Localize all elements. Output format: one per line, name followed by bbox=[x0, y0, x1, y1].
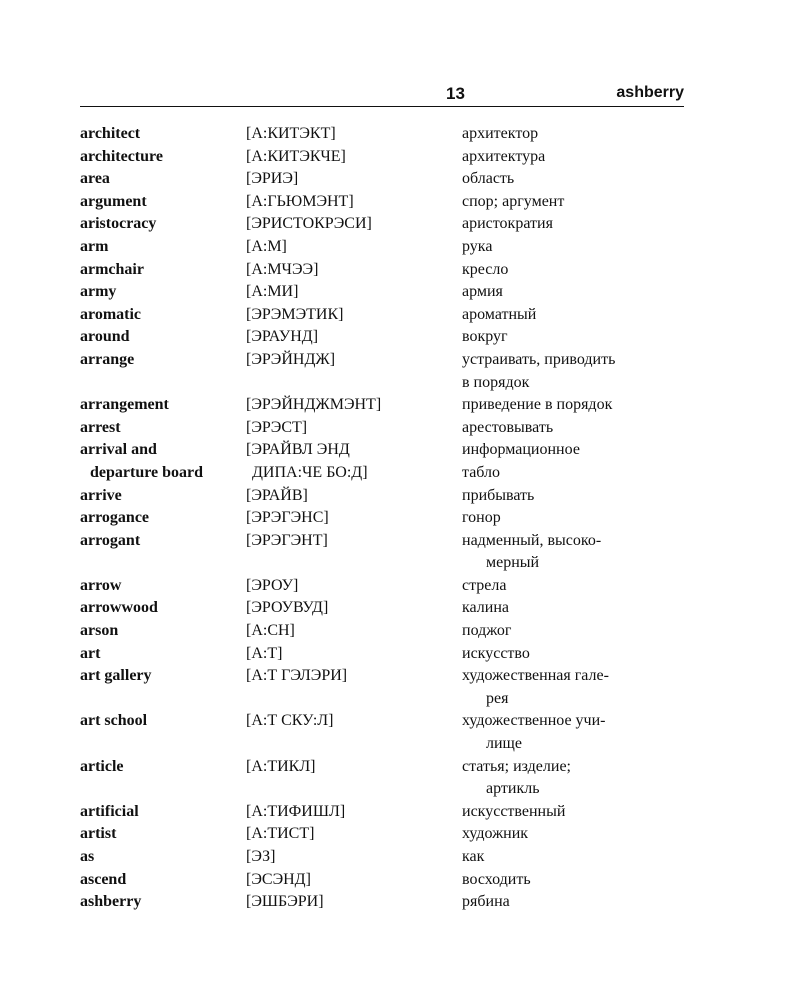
transcription bbox=[246, 349, 462, 394]
translation bbox=[462, 869, 688, 892]
entry-list bbox=[80, 123, 690, 914]
transcription bbox=[246, 213, 462, 236]
transcription bbox=[246, 507, 462, 530]
headword bbox=[80, 530, 246, 575]
transcription-line: [ЭРАЙВ] bbox=[246, 486, 308, 504]
transcription bbox=[246, 236, 462, 259]
dictionary-entry bbox=[80, 394, 690, 417]
dictionary-entry bbox=[80, 891, 690, 914]
translation bbox=[462, 281, 688, 304]
dictionary-entry bbox=[80, 665, 690, 710]
headword-line: arrangement bbox=[80, 396, 169, 414]
headword-line: arm bbox=[80, 237, 109, 255]
transcription bbox=[246, 259, 462, 282]
transcription-line: [А:ТИСТ] bbox=[246, 825, 315, 843]
translation-line: приведение в порядок bbox=[462, 396, 613, 414]
headword bbox=[80, 597, 246, 620]
transcription-line: [А:Т] bbox=[246, 644, 283, 662]
headword-line: arson bbox=[80, 622, 119, 640]
translation bbox=[462, 304, 688, 327]
translation bbox=[462, 530, 688, 575]
headword-line: arrival and bbox=[80, 441, 157, 459]
headword-line: art bbox=[80, 644, 101, 662]
dictionary-entry bbox=[80, 620, 690, 643]
transcription-line: [А:КИТЭКТ] bbox=[246, 125, 336, 142]
translation bbox=[462, 259, 688, 282]
headword bbox=[80, 756, 246, 801]
headword-line: ascend bbox=[80, 870, 127, 888]
transcription-line: [ЭРОУ] bbox=[246, 576, 299, 594]
translation bbox=[462, 575, 688, 598]
dictionary-entry bbox=[80, 507, 690, 530]
translation-line: область bbox=[462, 170, 515, 188]
headword bbox=[80, 891, 246, 914]
translation bbox=[462, 146, 688, 169]
headword bbox=[80, 485, 246, 508]
translation bbox=[462, 417, 688, 440]
headword-line: army bbox=[80, 283, 117, 301]
transcription-line: [ЭЗ] bbox=[246, 848, 276, 865]
translation-line: информационное bbox=[462, 441, 580, 459]
dictionary-entry bbox=[80, 575, 690, 598]
dictionary-entry bbox=[80, 823, 690, 846]
headword-line: argument bbox=[80, 192, 147, 210]
transcription-line: [ЭРИСТОКРЭСИ] bbox=[246, 215, 372, 233]
translation-line: архитектура bbox=[462, 147, 546, 165]
dictionary-entry bbox=[80, 326, 690, 349]
headword bbox=[80, 575, 246, 598]
headword-line: area bbox=[80, 170, 110, 188]
translation-line: искусство bbox=[462, 644, 530, 662]
transcription bbox=[246, 304, 462, 327]
transcription bbox=[246, 281, 462, 304]
transcription bbox=[246, 801, 462, 824]
transcription bbox=[246, 485, 462, 508]
headword-line: arrogance bbox=[80, 509, 150, 527]
transcription-line: [ЭРЭМЭТИК] bbox=[246, 305, 344, 323]
headword bbox=[80, 846, 246, 869]
translation-line: арестовывать bbox=[462, 418, 554, 436]
transcription-line: [А:КИТЭКЧЕ] bbox=[246, 147, 346, 165]
transcription bbox=[246, 417, 462, 440]
transcription-line: [ЭРИЭ] bbox=[246, 170, 299, 188]
translation bbox=[462, 507, 688, 530]
translation bbox=[462, 643, 688, 666]
dictionary-entry bbox=[80, 801, 690, 824]
dictionary-entry bbox=[80, 213, 690, 236]
transcription bbox=[246, 710, 462, 755]
transcription-line: [А:М] bbox=[246, 237, 287, 255]
transcription-line: [А:МИ] bbox=[246, 283, 299, 301]
headword-line: article bbox=[80, 757, 124, 775]
translation-line: лище bbox=[486, 735, 522, 753]
headword bbox=[80, 801, 246, 824]
translation bbox=[462, 123, 688, 146]
headword bbox=[80, 869, 246, 892]
transcription-line: [А:ГЬЮМЭНТ] bbox=[246, 192, 354, 210]
dictionary-entry bbox=[80, 710, 690, 755]
translation bbox=[462, 326, 688, 349]
translation bbox=[462, 665, 688, 710]
headword bbox=[80, 620, 246, 643]
transcription-line: [А:Т ГЭЛЭРИ] bbox=[246, 667, 348, 685]
translation-line: искусственный bbox=[462, 802, 566, 820]
transcription bbox=[246, 869, 462, 892]
page-header bbox=[80, 84, 684, 107]
transcription-line: [ЭРЭЙНДЖ] bbox=[246, 350, 336, 368]
translation bbox=[462, 439, 688, 484]
transcription bbox=[246, 191, 462, 214]
headword-line: armchair bbox=[80, 260, 144, 278]
transcription-line: [А:ТИФИШЛ] bbox=[246, 802, 346, 820]
translation bbox=[462, 823, 688, 846]
headword-line: artist bbox=[80, 825, 117, 843]
headword-line: arrow bbox=[80, 576, 122, 594]
translation-line: надменный, высоко- bbox=[462, 531, 602, 549]
headword bbox=[80, 168, 246, 191]
translation-line: рябина bbox=[462, 893, 510, 911]
headword-line: arrive bbox=[80, 486, 122, 504]
translation-line: устраивать, приводить bbox=[462, 350, 616, 368]
dictionary-entry bbox=[80, 439, 690, 484]
headword-line: ashberry bbox=[80, 893, 142, 911]
headword-line: artificial bbox=[80, 802, 139, 820]
transcription bbox=[246, 665, 462, 710]
headword-line: art gallery bbox=[80, 667, 152, 685]
translation bbox=[462, 394, 688, 417]
transcription bbox=[246, 394, 462, 417]
headword bbox=[80, 394, 246, 417]
translation-line: восходить bbox=[462, 870, 531, 888]
headword bbox=[80, 191, 246, 214]
transcription bbox=[246, 123, 462, 146]
transcription-line: [ЭРЭГЭНС] bbox=[246, 509, 329, 527]
translation bbox=[462, 168, 688, 191]
headword bbox=[80, 643, 246, 666]
transcription bbox=[246, 756, 462, 801]
translation bbox=[462, 485, 688, 508]
dictionary-entry bbox=[80, 530, 690, 575]
headword bbox=[80, 326, 246, 349]
transcription bbox=[246, 823, 462, 846]
transcription bbox=[246, 891, 462, 914]
transcription bbox=[246, 620, 462, 643]
translation-line: архитектор bbox=[462, 125, 539, 142]
running-head: ashberry bbox=[616, 84, 684, 101]
transcription-line: [А:ТИКЛ] bbox=[246, 757, 316, 775]
translation-line: стрела bbox=[462, 576, 507, 594]
headword-line: architect bbox=[80, 125, 141, 142]
translation bbox=[462, 891, 688, 914]
transcription bbox=[246, 597, 462, 620]
transcription-line: ДИПА:ЧЕ БО:Д] bbox=[252, 463, 368, 481]
dictionary-entry bbox=[80, 168, 690, 191]
headword bbox=[80, 665, 246, 710]
headword bbox=[80, 439, 246, 484]
dictionary-entry bbox=[80, 597, 690, 620]
headword-line: around bbox=[80, 328, 130, 346]
transcription-line: [ЭШБЭРИ] bbox=[246, 893, 324, 911]
headword bbox=[80, 823, 246, 846]
translation-line: вокруг bbox=[462, 328, 508, 346]
transcription-line: [А:МЧЭЭ] bbox=[246, 260, 319, 278]
dictionary-entry bbox=[80, 869, 690, 892]
translation-line: рея bbox=[486, 689, 509, 707]
headword bbox=[80, 259, 246, 282]
dictionary-entry bbox=[80, 643, 690, 666]
translation-line: мерный bbox=[486, 554, 540, 572]
translation bbox=[462, 349, 688, 394]
transcription bbox=[246, 530, 462, 575]
translation-line: прибывать bbox=[462, 486, 535, 504]
translation-line: художественное учи- bbox=[462, 712, 606, 730]
headword bbox=[80, 349, 246, 394]
headword-line: architecture bbox=[80, 147, 163, 165]
headword-line: arrange bbox=[80, 350, 135, 368]
translation bbox=[462, 846, 688, 869]
translation-line: артикль bbox=[486, 780, 540, 798]
translation-line: статья; изделие; bbox=[462, 757, 571, 775]
dictionary-entry bbox=[80, 349, 690, 394]
transcription-line: [ЭРАЙВЛ ЭНД bbox=[246, 441, 350, 459]
transcription bbox=[246, 643, 462, 666]
headword bbox=[80, 146, 246, 169]
translation-line: гонор bbox=[462, 509, 501, 527]
dictionary-entry bbox=[80, 259, 690, 282]
translation-line: художественная гале- bbox=[462, 667, 609, 685]
translation-line: армия bbox=[462, 283, 503, 301]
translation-line: ароматный bbox=[462, 305, 537, 323]
transcription bbox=[246, 146, 462, 169]
headword-line: departure board bbox=[90, 463, 204, 481]
translation bbox=[462, 710, 688, 755]
dictionary-entry bbox=[80, 417, 690, 440]
transcription-line: [ЭРАУНД] bbox=[246, 328, 319, 346]
translation-line: рука bbox=[462, 237, 493, 255]
translation bbox=[462, 236, 688, 259]
dictionary-entry bbox=[80, 281, 690, 304]
translation-line: кресло bbox=[462, 260, 509, 278]
translation bbox=[462, 756, 688, 801]
transcription-line: [ЭСЭНД] bbox=[246, 870, 311, 888]
transcription-line: [ЭРОУВУД] bbox=[246, 599, 329, 617]
headword bbox=[80, 213, 246, 236]
translation bbox=[462, 597, 688, 620]
dictionary-entry bbox=[80, 146, 690, 169]
headword bbox=[80, 507, 246, 530]
dictionary-entry bbox=[80, 191, 690, 214]
dictionary-entry bbox=[80, 846, 690, 869]
headword bbox=[80, 304, 246, 327]
translation-line: как bbox=[462, 848, 485, 865]
dictionary-entry bbox=[80, 236, 690, 259]
transcription bbox=[246, 575, 462, 598]
headword-line: arrogant bbox=[80, 531, 141, 549]
transcription-line: [ЭРЭЙНДЖМЭНТ] bbox=[246, 396, 382, 414]
transcription bbox=[246, 846, 462, 869]
headword-line: art school bbox=[80, 712, 148, 730]
dictionary-entry bbox=[80, 485, 690, 508]
translation-line: художник bbox=[462, 825, 529, 843]
transcription bbox=[246, 326, 462, 349]
headword-line: aromatic bbox=[80, 305, 142, 323]
headword-line: aristocracy bbox=[80, 215, 157, 233]
dictionary-entry bbox=[80, 123, 690, 146]
transcription-line: [А:СН] bbox=[246, 622, 295, 640]
page-number: 13 bbox=[446, 84, 465, 103]
headword bbox=[80, 417, 246, 440]
headword bbox=[80, 123, 246, 146]
dictionary-entry bbox=[80, 304, 690, 327]
headword bbox=[80, 710, 246, 755]
translation bbox=[462, 801, 688, 824]
translation-line: в порядок bbox=[462, 373, 530, 391]
translation-line: поджог bbox=[462, 622, 512, 640]
translation bbox=[462, 213, 688, 236]
translation bbox=[462, 620, 688, 643]
translation-line: спор; аргумент bbox=[462, 192, 565, 210]
transcription-line: [ЭРЭГЭНТ] bbox=[246, 531, 328, 549]
dictionary-entry bbox=[80, 756, 690, 801]
transcription bbox=[246, 168, 462, 191]
headword-line: as bbox=[80, 848, 95, 865]
transcription-line: [ЭРЭСТ] bbox=[246, 418, 308, 436]
translation bbox=[462, 191, 688, 214]
headword bbox=[80, 281, 246, 304]
translation-line: калина bbox=[462, 599, 509, 617]
headword bbox=[80, 236, 246, 259]
transcription-line: [А:Т СКУ:Л] bbox=[246, 712, 334, 730]
headword-line: arrowwood bbox=[80, 599, 158, 617]
translation-line: табло bbox=[462, 463, 501, 481]
transcription bbox=[246, 439, 462, 484]
headword-line: arrest bbox=[80, 418, 121, 436]
translation-line: аристократия bbox=[462, 215, 553, 233]
